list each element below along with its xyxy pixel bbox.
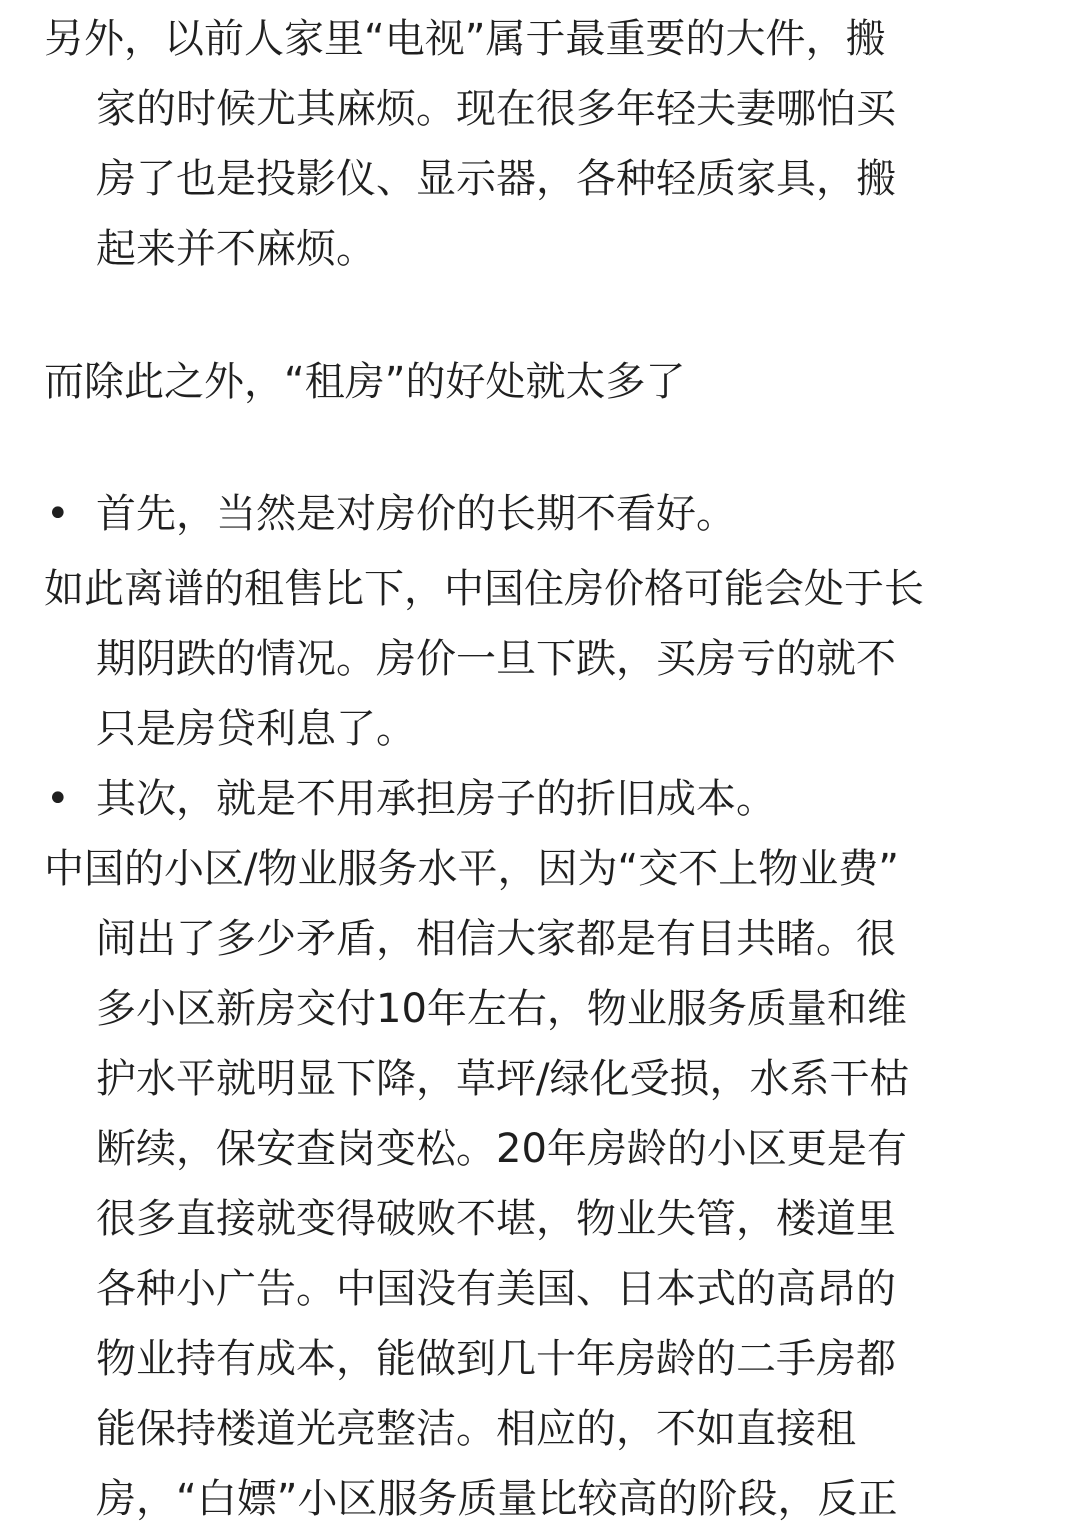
text-line: 只是房贷利息了。	[96, 706, 416, 752]
text-line: 断续，保安查岗变松。20年房龄的小区更是有	[96, 1126, 907, 1172]
text-line: 房了也是投影仪、显示器，各种轻质家具，搬	[96, 156, 896, 202]
text-line: 护水平就明显下降，草坪/绿化受损，水系干枯	[96, 1056, 910, 1102]
text-line: 期阴跌的情况。房价一旦下跌，买房亏的就不	[96, 636, 896, 682]
text-line: 家的时候尤其麻烦。现在很多年轻夫妻哪怕买	[96, 86, 896, 132]
bullet-text: 首先，当然是对房价的长期不看好。	[96, 491, 736, 537]
text-line: 房，“白嫖”小区服务质量比较高的阶段，反正	[96, 1476, 898, 1522]
text-line: 各种小广告。中国没有美国、日本式的高昂的	[96, 1266, 896, 1312]
text-line: 如此离谱的租售比下，中国住房价格可能会处于长	[44, 566, 924, 612]
bullet-marker: •	[46, 491, 70, 537]
text-line: 另外，以前人家里“电视”属于最重要的大件，搬	[44, 16, 886, 62]
text-line: 而除此之外，“租房”的好处就太多了	[44, 359, 686, 405]
text-line: 中国的小区/物业服务水平，因为“交不上物业费”	[44, 846, 899, 892]
text-line: 物业持有成本，能做到几十年房龄的二手房都	[96, 1336, 896, 1382]
text-line: 能保持楼道光亮整洁。相应的，不如直接租	[96, 1406, 856, 1452]
text-line: 多小区新房交付10年左右，物业服务质量和维	[96, 986, 907, 1032]
text-line: 闹出了多少矛盾，相信大家都是有目共睹。很	[96, 916, 896, 962]
text-line: 起来并不麻烦。	[96, 226, 376, 272]
bullet-text: 其次，就是不用承担房子的折旧成本。	[96, 776, 776, 822]
bullet-marker: •	[46, 776, 70, 822]
text-line: 很多直接就变得破败不堪，物业失管，楼道里	[96, 1196, 896, 1242]
